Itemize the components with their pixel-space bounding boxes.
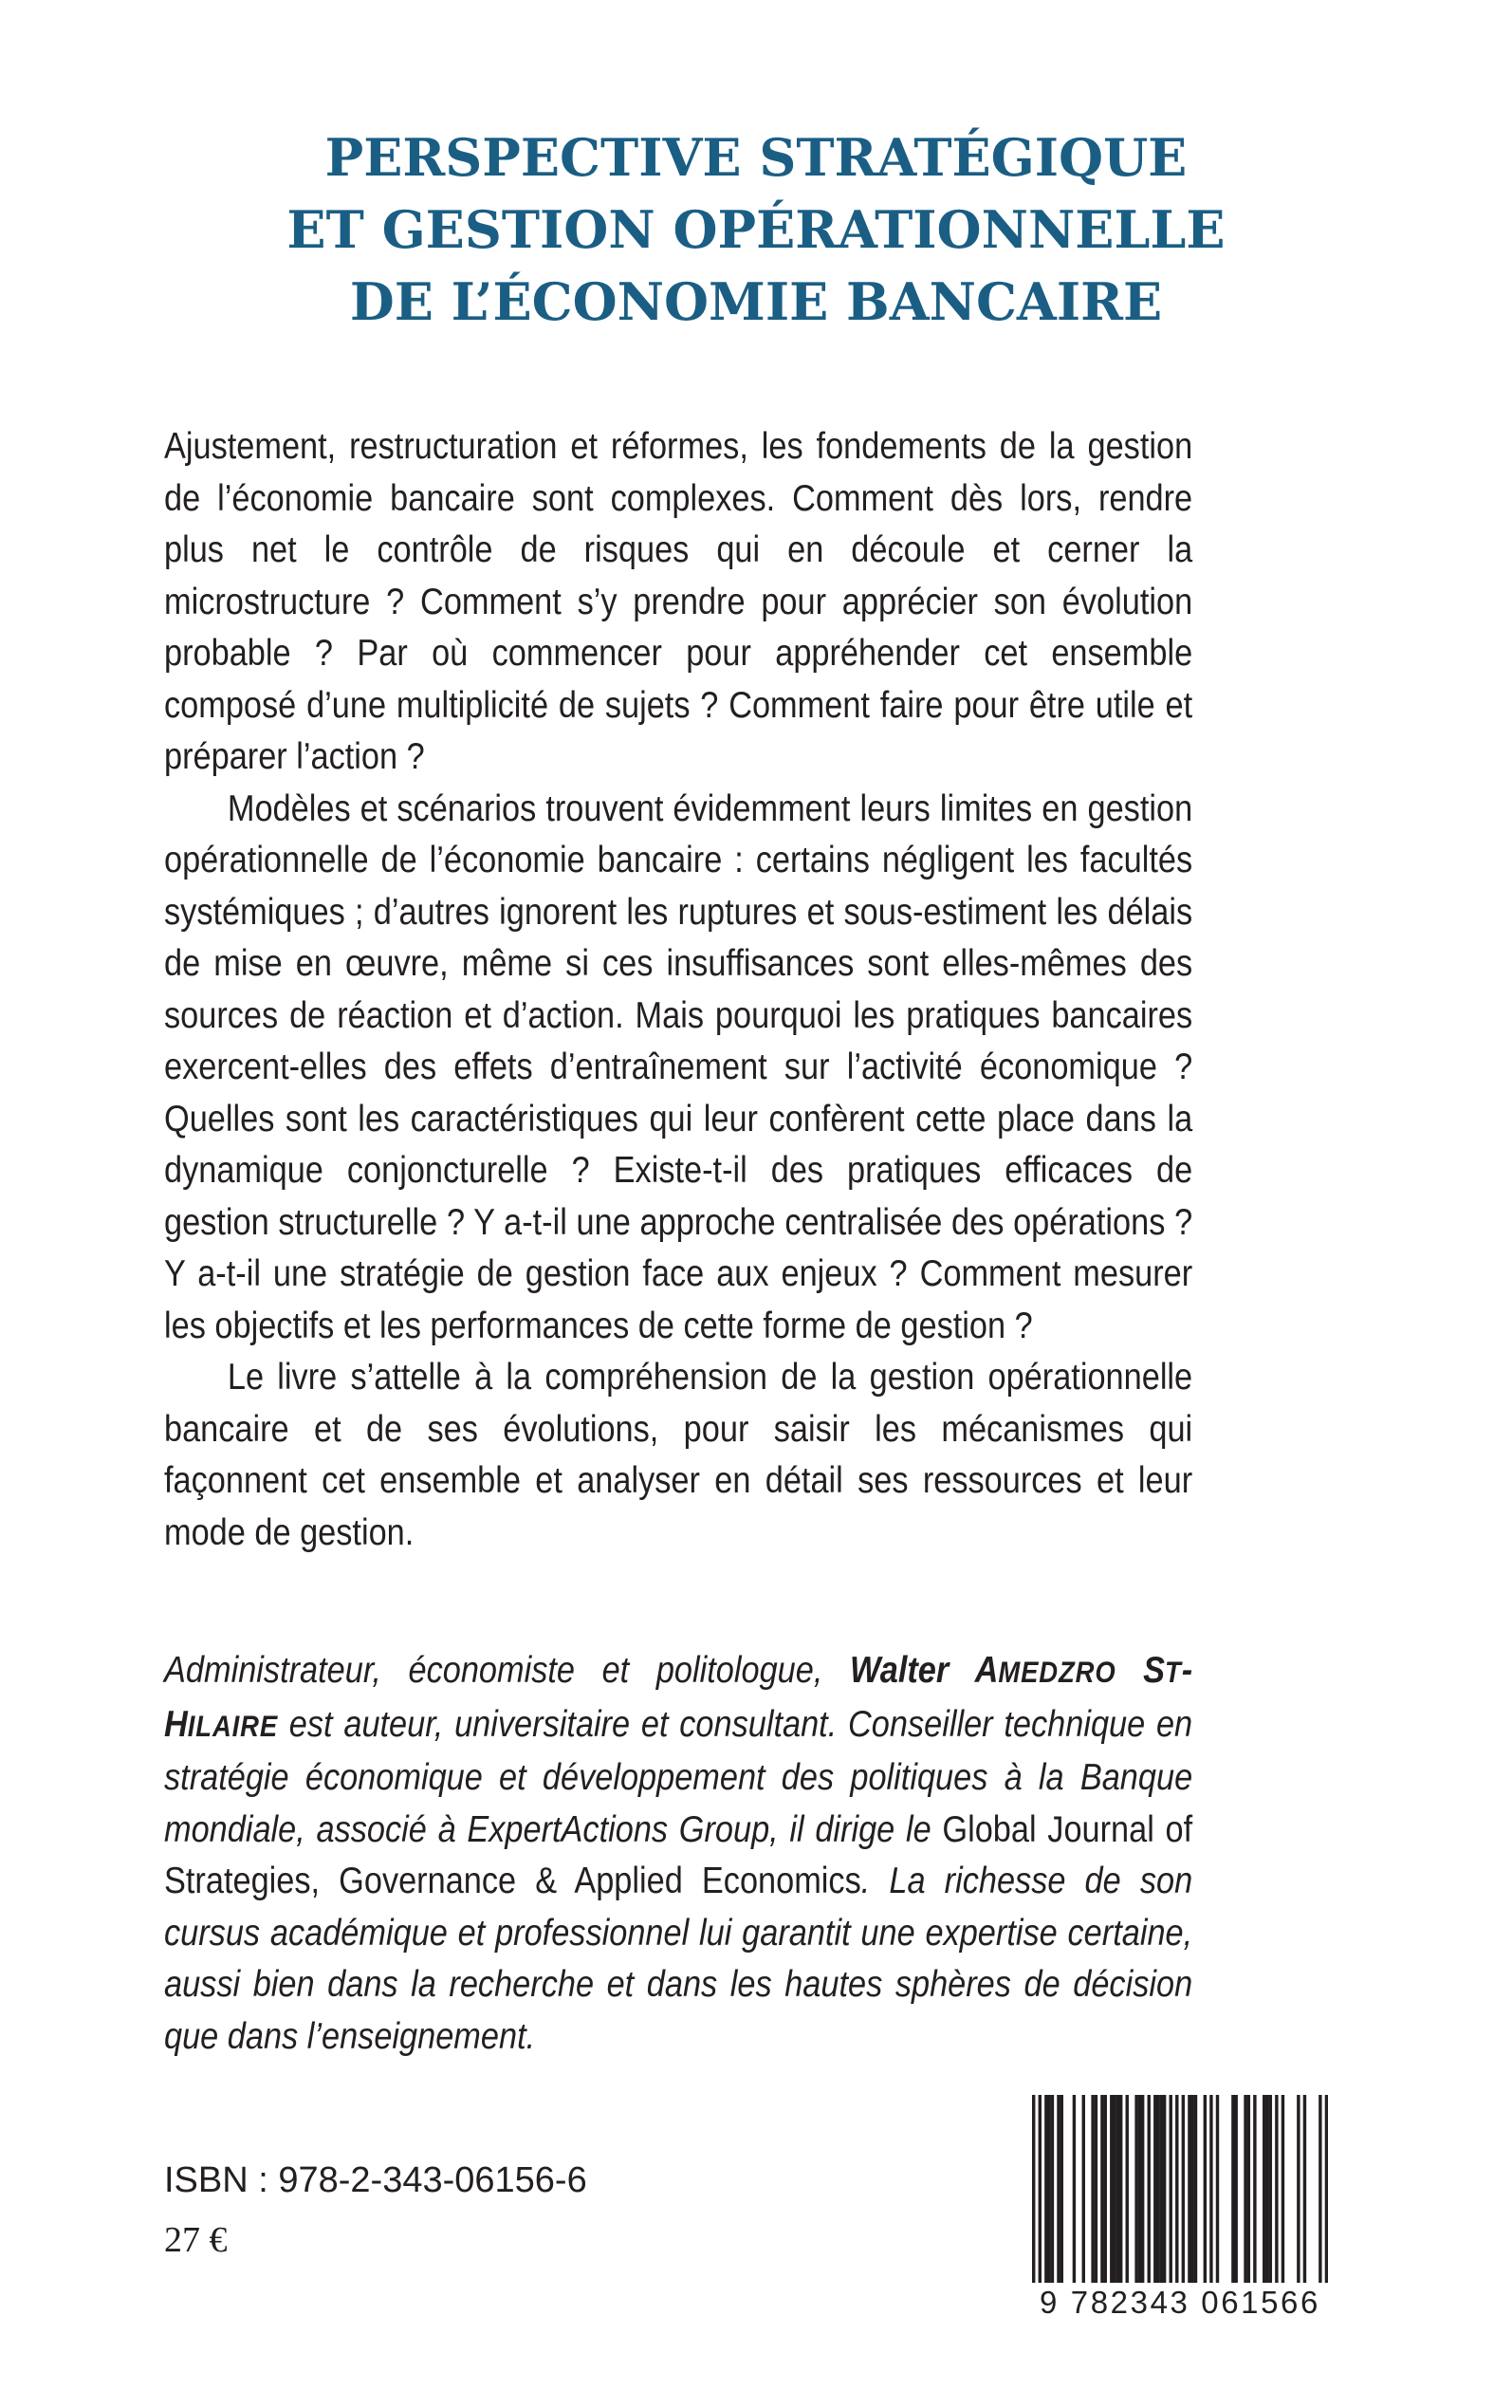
barcode-bar [1116, 2095, 1119, 2283]
barcode-bar [1303, 2095, 1306, 2283]
barcode-bar [1163, 2095, 1166, 2283]
barcode-bar [1253, 2095, 1256, 2283]
barcode-bar [1153, 2095, 1156, 2283]
barcode-bar [1095, 2095, 1097, 2283]
barcode-digits: 9 782343 061566 [1040, 2285, 1320, 2320]
barcode-bar [1039, 2095, 1042, 2283]
barcode-bar [1265, 2095, 1268, 2283]
bio-text-end: . La richesse de son cursus académique et professionnel lui garantit une expertise certaine, aussi bien dans la recherche et dans les hautes sphères de décision que dans l’enseignement. [164, 1861, 1193, 2057]
author-bio [164, 1645, 1192, 2063]
barcode-bar [1204, 2095, 1207, 2283]
title-line-2: ET GESTION OPÉRATIONNELLE [286, 199, 1226, 260]
barcode-bar [1209, 2095, 1212, 2283]
isbn-label: ISBN : 978-2-343-06156-6 [164, 2160, 587, 2200]
barcode-bar [1057, 2095, 1060, 2283]
barcode-bar [1100, 2095, 1103, 2283]
barcode-bar [1044, 2095, 1047, 2283]
barcode-bar [1325, 2095, 1328, 2283]
barcode-bar [1190, 2095, 1193, 2283]
barcode-bar [1091, 2095, 1094, 2283]
barcode-bar [1263, 2095, 1265, 2283]
book-title [0, 121, 1512, 338]
summary-paragraph-3: Le livre s’attelle à la compréhension de la gestion opérationnelle bancaire et de ses évolutions, pour saisir les mécanismes qui façonnent cet ensemble et analyser en détail ses ressources et leur mode de gestion. [164, 1357, 1193, 1553]
bio-intro: Administrateur, économiste et politologue, [164, 1650, 850, 1691]
barcode [1032, 2095, 1328, 2320]
barcode-bar [1073, 2095, 1076, 2283]
barcode-bar [1188, 2095, 1190, 2283]
barcode-bar [1282, 2095, 1284, 2283]
bio-text: est auteur, universitaire et consultant. Conseiller technique en stratégie économique et développement des politiques à la Banque mondiale, associé à ExpertActions Group, il dirige le [164, 1703, 1193, 1850]
barcode-bar [1138, 2095, 1141, 2283]
book-summary [164, 421, 1192, 1559]
barcode-bar [1216, 2095, 1219, 2283]
barcode-bar [1104, 2095, 1107, 2283]
barcode-bar [1234, 2095, 1237, 2283]
barcode-bar [1231, 2095, 1234, 2283]
barcode-bar [1032, 2095, 1035, 2283]
barcode-bar [1269, 2095, 1272, 2283]
barcode-bar [1170, 2095, 1172, 2283]
summary-paragraph-1: Ajustement, restructuration et réformes, les fondements de la gestion de l’économie bancaire sont complexes. Comment dès lors, rendre plus net le contrôle de risques qui en découle et cerner la microstructure ? Comment s’y prendre pour apprécier son évolution probable ? Par où commencer pour appréhender cet ensemble composé d’une multiplicité de sujets ? Comment faire pour être utile et préparer l’action ? [164, 426, 1193, 777]
barcode-bar [1110, 2095, 1113, 2283]
barcode-bar [1148, 2095, 1151, 2283]
price-label: 27 € [164, 2220, 228, 2260]
barcode-bar [1247, 2095, 1250, 2283]
barcode-bar [1126, 2095, 1129, 2283]
barcode-bar [1182, 2095, 1185, 2283]
barcode-bar [1113, 2095, 1116, 2283]
barcode-bar [1297, 2095, 1300, 2283]
barcode-bar [1156, 2095, 1159, 2283]
barcode-bar [1047, 2095, 1050, 2283]
barcode-bar [1244, 2095, 1246, 2283]
barcode-bar [1275, 2095, 1278, 2283]
title-line-3: DE L’ÉCONOMIE BANCAIRE [349, 271, 1163, 332]
barcode-bar [1175, 2095, 1178, 2283]
barcode-bar [1119, 2095, 1122, 2283]
barcode-bar [1134, 2095, 1137, 2283]
barcode-bars [1032, 2095, 1328, 2283]
barcode-bar [1051, 2095, 1054, 2283]
barcode-bar [1160, 2095, 1163, 2283]
journal-title: Global Journal of Strategies, Governance & Applied Economics [164, 1808, 1193, 1901]
title-line-1: PERSPECTIVE STRATÉGIQUE [324, 127, 1188, 188]
barcode-bar [1194, 2095, 1197, 2283]
author-name: Walter AMEDZRO ST-HILAIRE [164, 1650, 1193, 1745]
barcode-bar [1141, 2095, 1144, 2283]
barcode-bar [1082, 2095, 1085, 2283]
barcode-bar [1318, 2095, 1321, 2283]
barcode-bar [1060, 2095, 1063, 2283]
summary-paragraph-2: Modèles et scénarios trouvent évidemment leurs limites en gestion opérationnelle de l’économie bancaire : certains négligent les facultés systémiques ; d’autres ignorent les ruptures et sous-estiment les délais de mise en œuvre, même si ces insuffisances sont elles-mêmes des sources de réaction et d’action. Mais pourquoi les pratiques bancaires exercent-elles des effets d’entraînement sur l’activité économique ? Quelles sont les caractéristiques qui leur confèrent cette place dans la dynamique conjoncturelle ? Existe-t-il des pratiques efficaces de gestion structurelle ? Y a-t-il une approche centralisée des opérations ? Y a-t-il une stratégie de gestion face aux enjeux ? Comment mesurer les objectifs et les performances de cette forme de gestion ? [164, 787, 1193, 1346]
